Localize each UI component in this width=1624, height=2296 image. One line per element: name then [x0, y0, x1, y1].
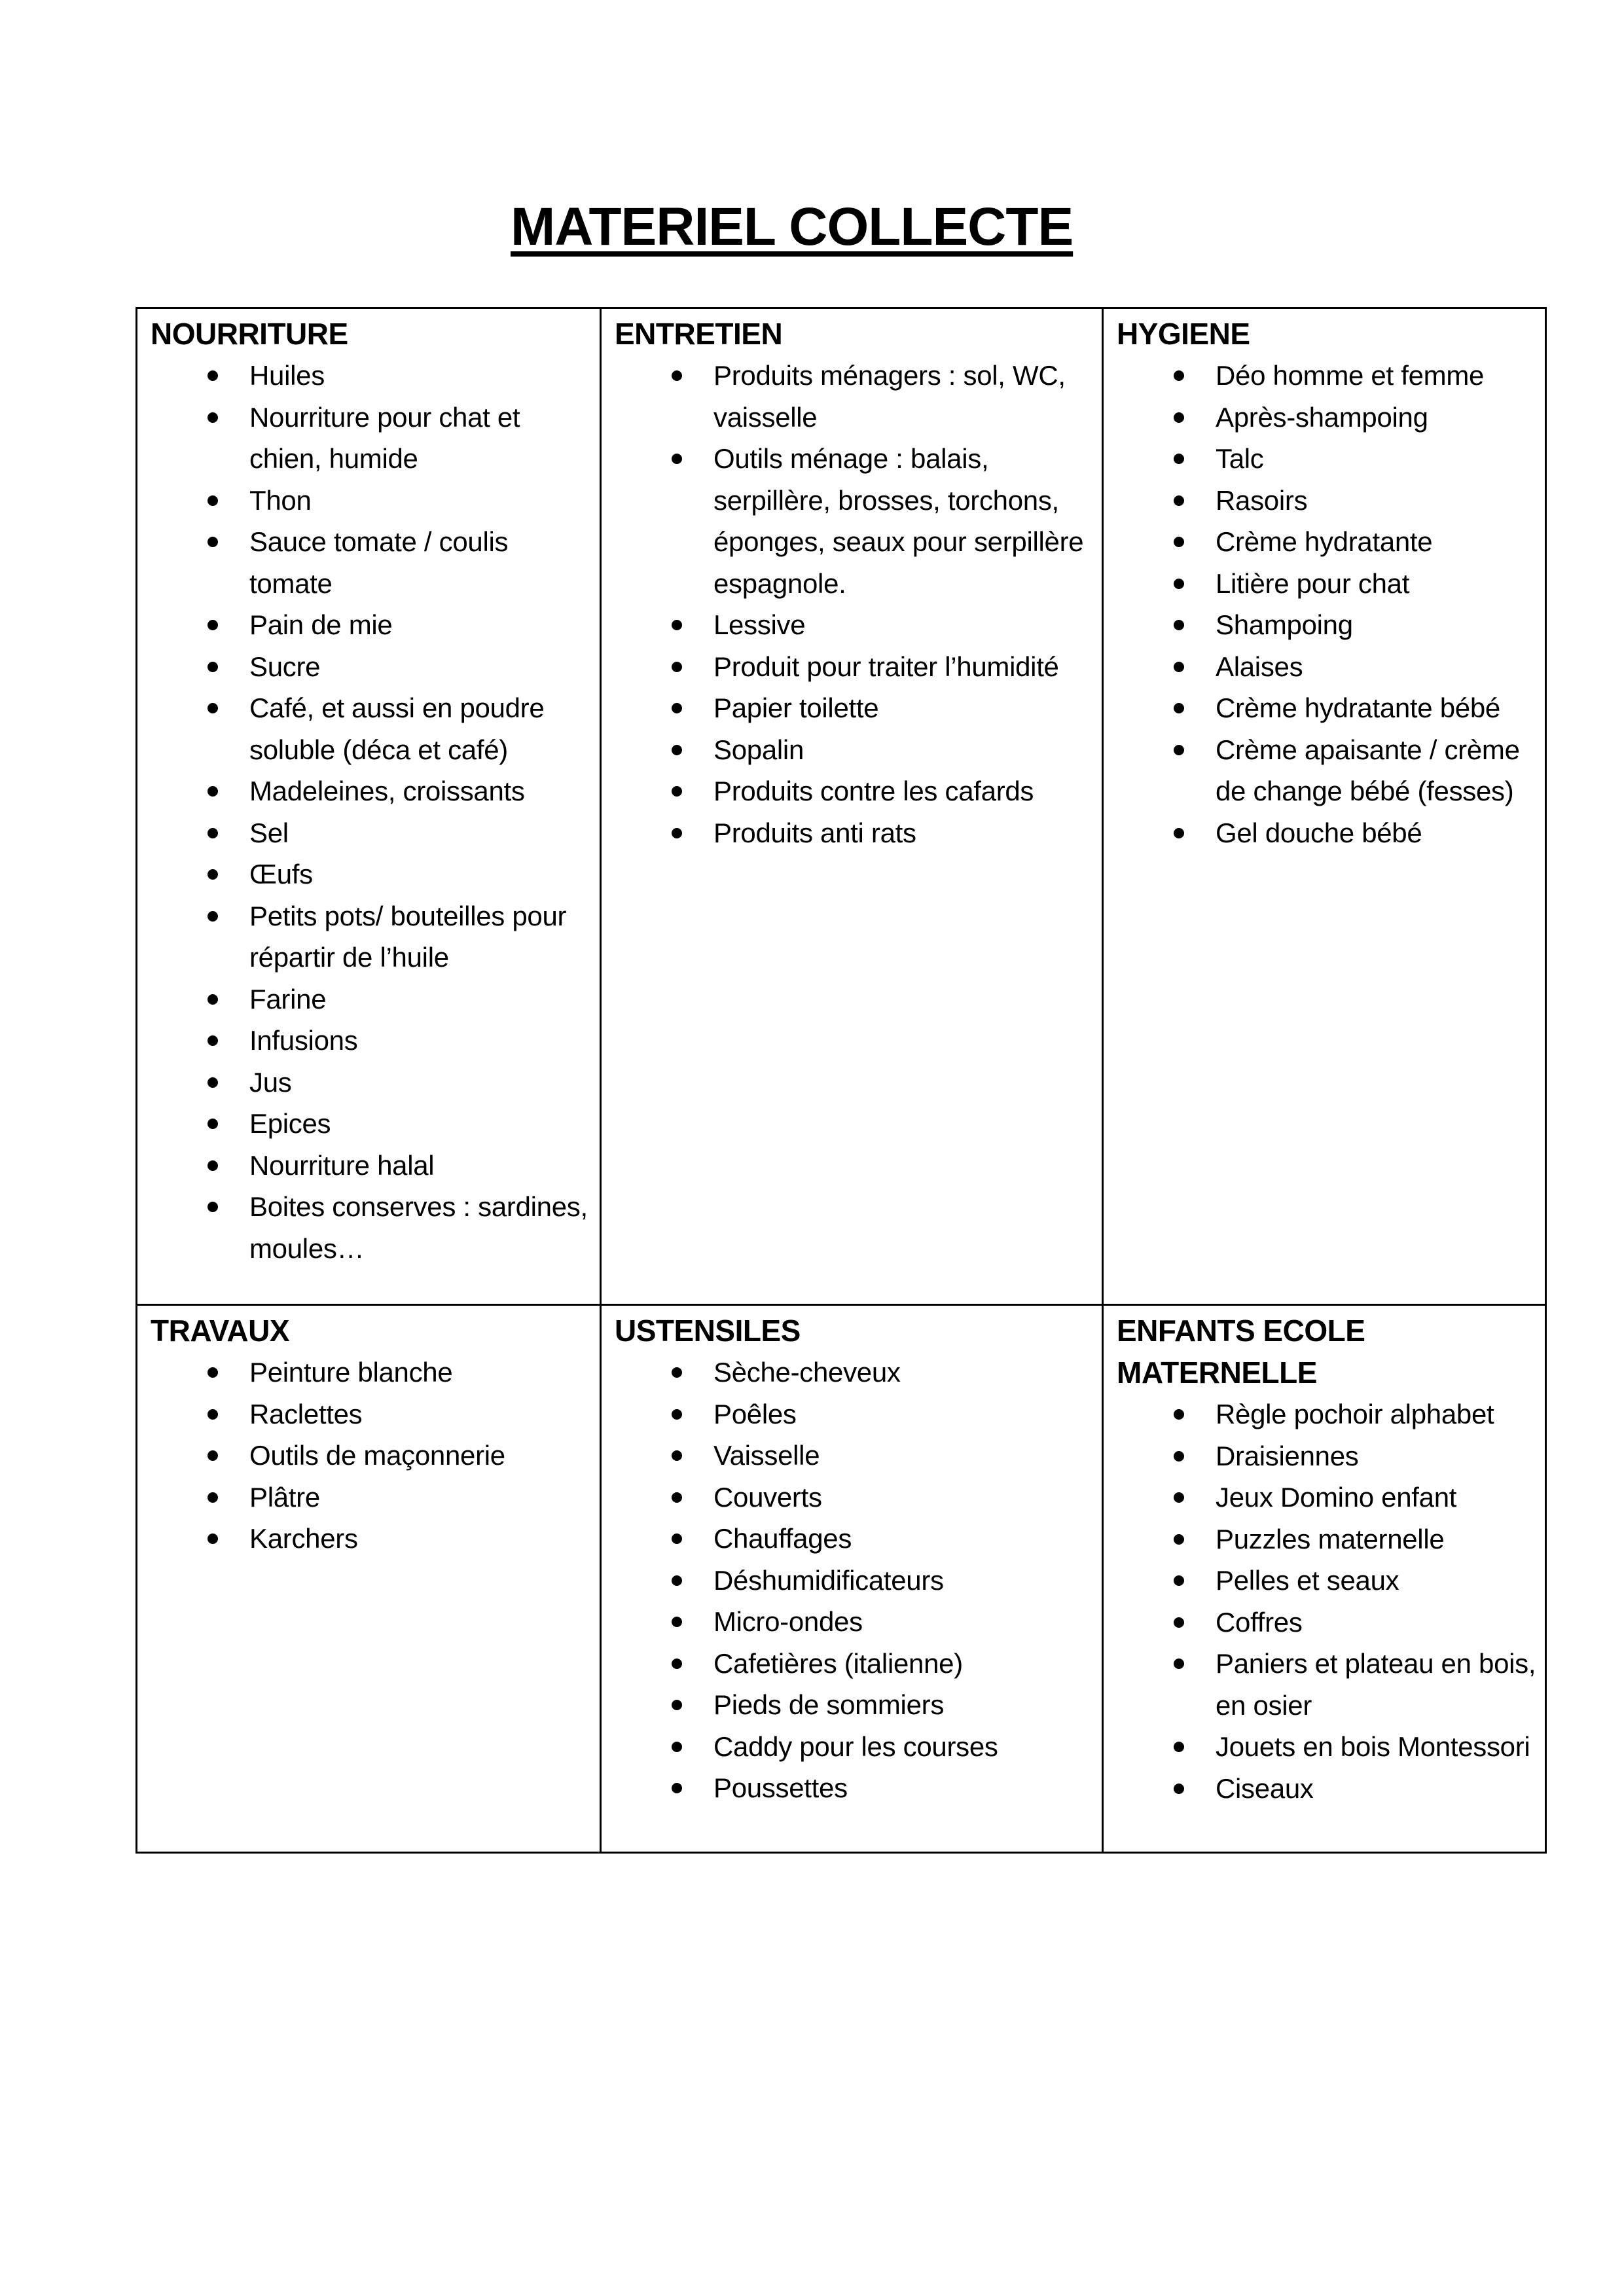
bullet-icon — [1174, 412, 1184, 423]
bullet-icon — [1174, 1659, 1184, 1669]
list-item-text: Poussettes — [713, 1772, 848, 1803]
list-item — [615, 646, 1097, 688]
list-item-text: Jeux Domino enfant — [1216, 1482, 1457, 1513]
list-item — [615, 1767, 1097, 1809]
list-item-text: Karchers — [249, 1523, 358, 1554]
list-item — [1117, 521, 1538, 563]
bullet-icon — [672, 703, 682, 713]
section-heading: TRAVAUX — [151, 1314, 290, 1348]
list-item — [151, 480, 595, 522]
bullet-icon — [672, 370, 682, 381]
list-item-text: Outils de maçonnerie — [249, 1440, 505, 1471]
bullet-icon — [672, 745, 682, 755]
bullet-icon — [672, 786, 682, 797]
bullet-icon — [1174, 620, 1184, 630]
bullet-icon — [1174, 662, 1184, 672]
list-item-text: Plâtre — [249, 1481, 320, 1513]
bullet-icon — [1174, 1617, 1184, 1628]
bullet-icon — [208, 537, 218, 547]
list-item-text: Puzzles maternelle — [1216, 1523, 1445, 1554]
list-item — [615, 355, 1097, 438]
list-item-text: Farine — [249, 983, 327, 1014]
section-ustensiles — [602, 1306, 1104, 1852]
list-item — [151, 1186, 595, 1269]
list-item-text: Coffres — [1216, 1606, 1303, 1638]
bullet-icon — [672, 1617, 682, 1627]
list-item-text: Alaises — [1216, 651, 1303, 682]
item-list — [151, 355, 595, 1269]
list-item-text: Rasoirs — [1216, 484, 1308, 516]
list-item-text: Crème hydratante bébé — [1216, 692, 1500, 723]
list-item — [615, 1601, 1097, 1643]
list-item-text: Peinture blanche — [249, 1357, 453, 1388]
list-item — [151, 521, 595, 604]
bullet-icon — [208, 1077, 218, 1088]
list-item — [1117, 729, 1538, 812]
list-item — [615, 812, 1097, 854]
list-item-text: Poêles — [713, 1398, 797, 1429]
list-item — [1117, 1477, 1538, 1518]
list-item-text: Jus — [249, 1066, 292, 1098]
list-item-text: Café, et aussi en poudre soluble (déca et café) — [249, 692, 545, 765]
bullet-icon — [1174, 1492, 1184, 1503]
section-nourriture — [137, 309, 602, 1306]
list-item-text: Thon — [249, 484, 312, 516]
list-item — [615, 1643, 1097, 1685]
list-item-text: Shampoing — [1216, 609, 1353, 640]
bullet-icon — [672, 1700, 682, 1710]
list-item-text: Produit pour traiter l’humidité — [713, 651, 1059, 682]
list-item-text: Boites conserves : sardines, moules… — [249, 1191, 588, 1264]
list-item-text: Litière pour chat — [1216, 567, 1410, 599]
list-item — [615, 1518, 1097, 1560]
section-heading: ENTRETIEN — [615, 317, 783, 351]
list-item-text: Déshumidificateurs — [713, 1564, 944, 1596]
list-item-text: Nourriture halal — [249, 1149, 435, 1181]
list-item — [1117, 1560, 1538, 1602]
bullet-icon — [672, 1742, 682, 1752]
list-item-text: Lessive — [713, 609, 806, 640]
list-item-text: Sèche-cheveux — [713, 1357, 901, 1388]
bullet-icon — [672, 620, 682, 630]
bullet-icon — [672, 1534, 682, 1544]
item-list — [615, 1352, 1097, 1809]
list-item — [151, 1435, 595, 1477]
list-item-text: Micro-ondes — [713, 1606, 863, 1637]
list-item — [1117, 1518, 1538, 1560]
list-item — [1117, 1602, 1538, 1643]
list-item — [151, 1020, 595, 1062]
section-entretien — [602, 309, 1104, 1306]
bullet-icon — [208, 1202, 218, 1212]
bullet-icon — [208, 1534, 218, 1544]
section-travaux — [137, 1306, 602, 1852]
list-item-text: Œufs — [249, 859, 313, 889]
list-item-text: Couverts — [713, 1481, 822, 1513]
list-item-text: Huiles — [249, 360, 325, 391]
list-item — [1117, 687, 1538, 729]
bullet-icon — [1174, 703, 1184, 713]
section-enfants-ecole-maternelle — [1104, 1306, 1545, 1852]
item-list — [615, 355, 1097, 853]
bullet-icon — [208, 703, 218, 713]
list-item-text: Déo homme et femme — [1216, 360, 1485, 391]
list-item-text: Produits contre les cafards — [713, 776, 1034, 806]
list-item — [151, 978, 595, 1020]
page-title: MATERIEL COLLECTE — [511, 197, 1074, 257]
list-item-text: Produits anti rats — [713, 817, 916, 848]
list-item-text: Après-shampoing — [1216, 401, 1428, 433]
list-item — [151, 1393, 595, 1435]
bullet-icon — [1174, 370, 1184, 381]
list-item — [615, 1393, 1097, 1435]
list-item — [151, 1352, 595, 1393]
bullet-icon — [208, 1119, 218, 1129]
list-item — [1117, 355, 1538, 397]
list-item — [1117, 1393, 1538, 1435]
bullet-icon — [208, 1409, 218, 1420]
list-item — [151, 1062, 595, 1103]
bullet-icon — [1174, 828, 1184, 838]
list-item — [151, 604, 595, 646]
list-item — [1117, 397, 1538, 439]
list-item — [151, 770, 595, 812]
list-item-text: Sopalin — [713, 734, 804, 765]
bullet-icon — [672, 1409, 682, 1420]
list-item-text: Cafetières (italienne) — [713, 1647, 963, 1679]
list-item — [1117, 1435, 1538, 1477]
section-heading: HYGIENE — [1117, 317, 1250, 351]
bullet-icon — [1174, 537, 1184, 547]
bullet-icon — [672, 1450, 682, 1461]
list-item — [1117, 563, 1538, 605]
list-item-text: Nourriture pour chat et chien, humide — [249, 401, 520, 474]
list-item — [615, 687, 1097, 729]
list-item — [151, 355, 595, 397]
bullet-icon — [1174, 579, 1184, 589]
bullet-icon — [672, 1575, 682, 1586]
list-item — [615, 1352, 1097, 1393]
bullet-icon — [1174, 454, 1184, 464]
list-item — [615, 1560, 1097, 1602]
bullet-icon — [1174, 1534, 1184, 1545]
list-item — [615, 1726, 1097, 1768]
list-item — [1117, 604, 1538, 646]
list-item-text: Outils ménage : balais, serpillère, brosses, torchons, éponges, seaux pour serpillère espagnole. — [713, 443, 1084, 599]
list-item-text: Sauce tomate / coulis tomate — [249, 526, 509, 599]
bullet-icon — [208, 1035, 218, 1046]
list-item-text: Jouets en bois Montessori — [1216, 1731, 1530, 1762]
list-item — [1117, 1643, 1538, 1726]
bullet-icon — [1174, 745, 1184, 755]
list-item — [615, 1684, 1097, 1726]
bullet-icon — [672, 1367, 682, 1378]
bullet-icon — [208, 662, 218, 672]
list-item-text: Ciseaux — [1216, 1772, 1314, 1804]
bullet-icon — [208, 786, 218, 797]
bullet-icon — [672, 662, 682, 672]
section-hygiene — [1104, 309, 1545, 1306]
list-item-text: Sucre — [249, 651, 321, 682]
item-list — [151, 1352, 595, 1560]
bullet-icon — [208, 828, 218, 838]
list-item — [151, 646, 595, 688]
list-item-text: Petits pots/ bouteilles pour répartir de l’huile — [249, 900, 567, 973]
list-item — [615, 1435, 1097, 1477]
list-item-text: Paniers et plateau en bois, en osier — [1216, 1648, 1536, 1721]
bullet-icon — [1174, 1784, 1184, 1794]
list-item — [615, 729, 1097, 771]
list-item — [1117, 812, 1538, 854]
list-item — [151, 812, 595, 854]
list-item — [615, 770, 1097, 812]
list-item-text: Pieds de sommiers — [713, 1689, 945, 1720]
list-item-text: Sel — [249, 817, 289, 848]
list-item — [615, 1477, 1097, 1518]
bullet-icon — [208, 620, 218, 630]
list-item-text: Draisiennes — [1216, 1440, 1359, 1471]
list-item — [615, 438, 1097, 604]
list-item — [1117, 438, 1538, 480]
bullet-icon — [208, 1367, 218, 1378]
list-item-text: Talc — [1216, 443, 1264, 474]
section-heading: ENFANTS ECOLE MATERNELLE — [1117, 1314, 1365, 1390]
collection-table — [135, 307, 1547, 1854]
list-item-text: Crème apaisante / crème de change bébé (fesses) — [1216, 734, 1520, 806]
list-item — [151, 895, 595, 978]
list-item — [1117, 480, 1538, 522]
bullet-icon — [1174, 1451, 1184, 1462]
item-list — [1117, 1393, 1538, 1809]
list-item — [151, 1103, 595, 1145]
bullet-icon — [672, 454, 682, 464]
bullet-icon — [1174, 1575, 1184, 1586]
list-item — [615, 604, 1097, 646]
bullet-icon — [208, 412, 218, 423]
list-item — [151, 1477, 595, 1518]
bullet-icon — [1174, 1742, 1184, 1752]
list-item-text: Produits ménagers : sol, WC, vaisselle — [713, 360, 1066, 433]
bullet-icon — [672, 1659, 682, 1669]
bullet-icon — [208, 1450, 218, 1461]
bullet-icon — [1174, 495, 1184, 506]
item-list — [1117, 355, 1538, 853]
list-item-text: Papier toilette — [713, 692, 879, 723]
bullet-icon — [672, 828, 682, 838]
bullet-icon — [208, 994, 218, 1005]
list-item-text: Madeleines, croissants — [249, 776, 525, 806]
bullet-icon — [208, 370, 218, 381]
list-item-text: Pain de mie — [249, 609, 393, 640]
list-item — [151, 1518, 595, 1560]
list-item-text: Chauffages — [713, 1523, 852, 1554]
bullet-icon — [208, 869, 218, 880]
list-item-text: Raclettes — [249, 1398, 363, 1429]
list-item — [1117, 646, 1538, 688]
list-item-text: Vaisselle — [713, 1440, 820, 1471]
bullet-icon — [208, 1160, 218, 1171]
bullet-icon — [672, 1783, 682, 1793]
list-item — [151, 853, 595, 895]
list-item-text: Pelles et seaux — [1216, 1565, 1399, 1596]
bullet-icon — [672, 1492, 682, 1503]
bullet-icon — [208, 495, 218, 506]
list-item-text: Caddy pour les courses — [713, 1731, 998, 1762]
bullet-icon — [208, 911, 218, 922]
list-item — [151, 687, 595, 770]
section-heading: USTENSILES — [615, 1314, 801, 1348]
list-item-text: Crème hydratante — [1216, 526, 1433, 557]
list-item — [1117, 1768, 1538, 1810]
bullet-icon — [208, 1492, 218, 1503]
list-item — [151, 397, 595, 480]
list-item-text: Epices — [249, 1108, 331, 1139]
list-item-text: Règle pochoir alphabet — [1216, 1399, 1494, 1429]
list-item — [151, 1145, 595, 1187]
section-heading: NOURRITURE — [151, 317, 348, 351]
list-item — [1117, 1726, 1538, 1768]
list-item-text: Gel douche bébé — [1216, 817, 1422, 848]
list-item-text: Infusions — [249, 1025, 358, 1056]
bullet-icon — [1174, 1409, 1184, 1420]
